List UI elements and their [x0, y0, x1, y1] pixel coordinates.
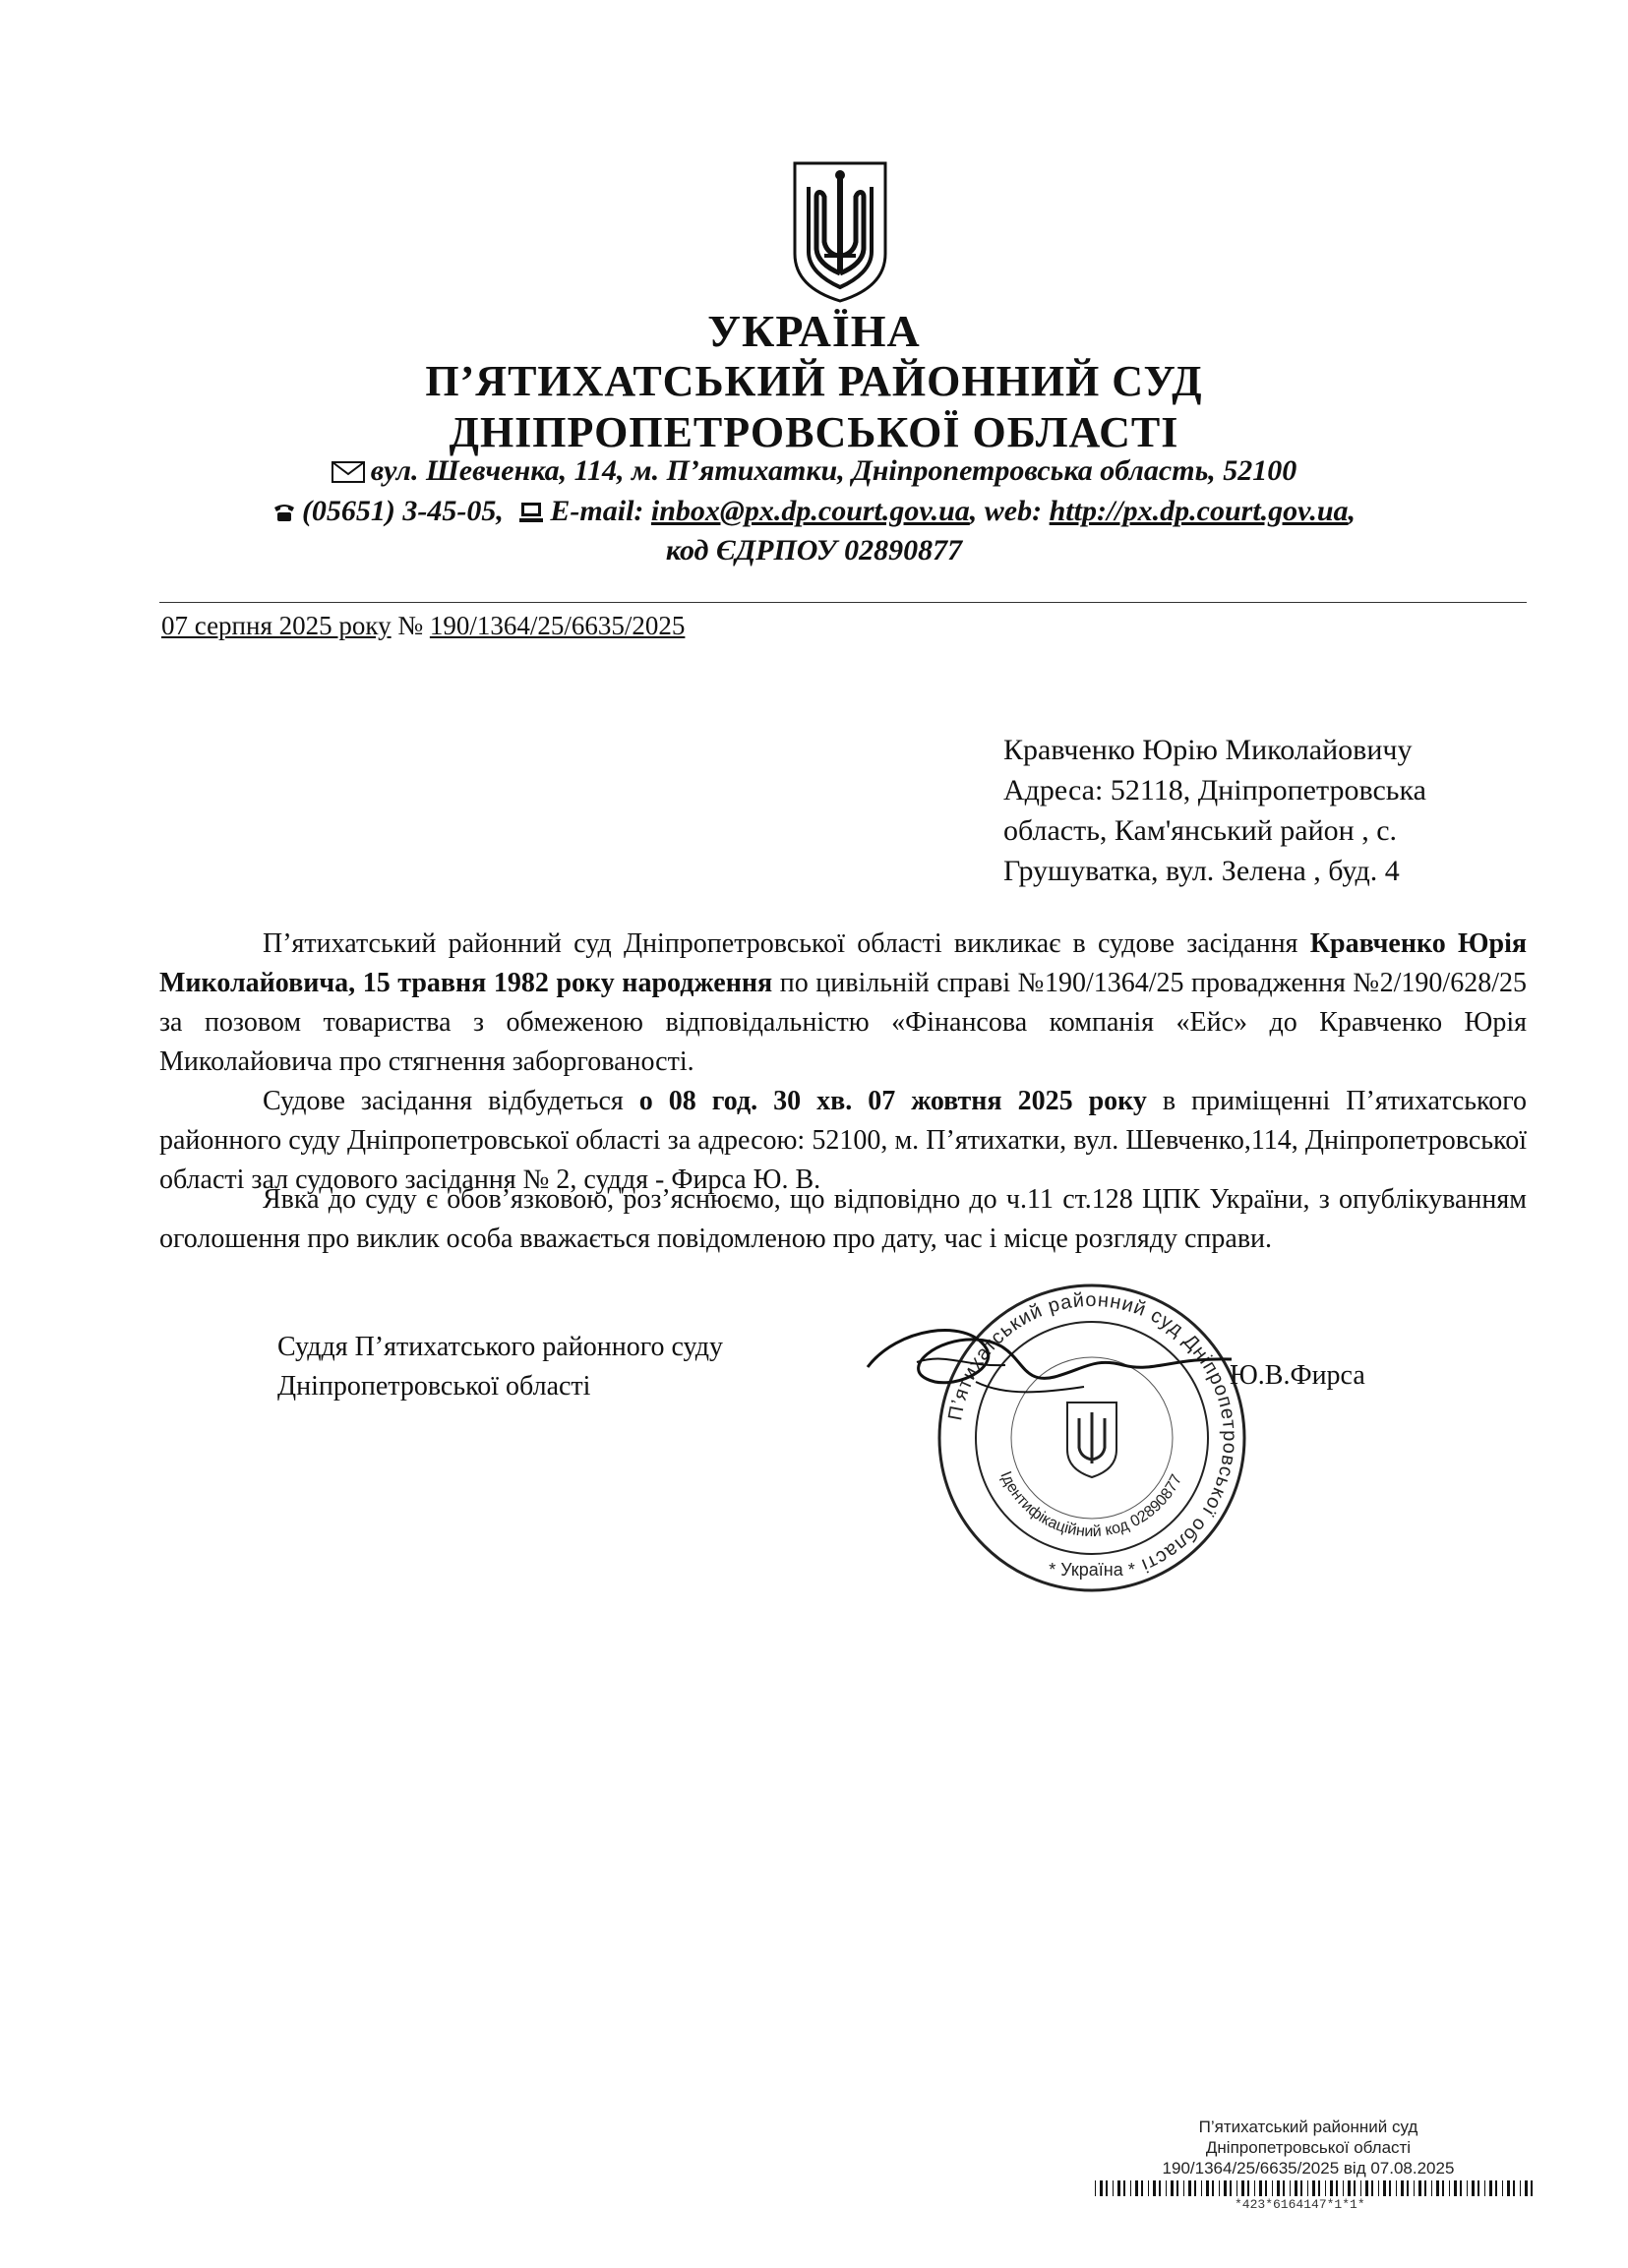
header-court-name: П’ЯТИХАТСЬКИЙ РАЙОННИЙ СУД	[425, 357, 1203, 405]
barcode-bar	[1360, 2180, 1361, 2196]
barcode-bar	[1159, 2180, 1161, 2196]
barcode-bar	[1106, 2180, 1108, 2196]
barcode-bar	[1130, 2180, 1131, 2196]
barcode-bar	[1343, 2180, 1344, 2196]
barcode-bar	[1307, 2180, 1308, 2196]
barcode-bar	[1265, 2180, 1267, 2196]
registry-stamp-line: Дніпропетровської області	[1205, 2138, 1412, 2157]
barcode-bar	[1254, 2180, 1255, 2196]
barcode-bar	[1513, 2180, 1515, 2196]
barcode-bar	[1283, 2180, 1285, 2196]
barcode-bar	[1354, 2180, 1356, 2196]
signature-title-line: Суддя П’ятихатського районного суду	[277, 1332, 724, 1362]
barcode-bar	[1454, 2180, 1457, 2196]
barcode-bar	[1148, 2180, 1149, 2196]
barcode-bar	[1414, 2180, 1415, 2196]
barcode-bar	[1188, 2180, 1191, 2196]
barcode-bar	[1436, 2180, 1439, 2196]
phone-icon	[272, 502, 296, 523]
barcode-text: *423*6164147*1*1*	[1235, 2197, 1365, 2212]
barcode-bar	[1507, 2180, 1510, 2196]
barcode-bar	[1212, 2180, 1214, 2196]
barcode-bar	[1201, 2180, 1202, 2196]
barcode-bar	[1153, 2180, 1156, 2196]
signature-title	[277, 1328, 723, 1406]
barcode-bar	[1176, 2180, 1178, 2196]
barcode-bar	[1272, 2180, 1273, 2196]
barcode-bar	[1117, 2180, 1120, 2196]
paragraph-attendance: Явка до суду є обов’язковою, роз’яснюємо, що відповідно до ч.11 ст.128 ЦПК України, з опублікуванням оголошення про виклик особа вважається повідомленою про дату, час і місце розгляду справи.	[159, 1184, 1527, 1254]
barcode-bar	[1348, 2180, 1351, 2196]
recipient-line: Адреса: 52118, Дніпропетровська	[1003, 774, 1426, 806]
barcode-bar	[1183, 2180, 1184, 2196]
barcode-bar	[1135, 2180, 1138, 2196]
barcode-bar	[1290, 2180, 1291, 2196]
web-label: , web:	[969, 495, 1043, 527]
header-divider	[159, 602, 1527, 603]
barcode-bar	[1371, 2180, 1373, 2196]
barcode-bar	[1520, 2180, 1521, 2196]
computer-icon	[518, 502, 544, 523]
envelope-icon	[332, 461, 365, 483]
seal-inner-text: Ідентифікаційний код 02890877	[996, 1468, 1186, 1541]
outgoing-number: 190/1364/25/6635/2025	[429, 611, 686, 640]
email-label: E-mail:	[550, 495, 644, 527]
barcode-bar	[1259, 2180, 1262, 2196]
barcode-bar	[1236, 2180, 1237, 2196]
barcode-bar	[1525, 2180, 1528, 2196]
barcode-bar	[1389, 2180, 1391, 2196]
barcode-bar	[1502, 2180, 1503, 2196]
barcode-bar	[1300, 2180, 1302, 2196]
barcode-bar	[1495, 2180, 1497, 2196]
barcode-bar	[1095, 2180, 1096, 2196]
barcode-bar	[1141, 2180, 1143, 2196]
seal-bottom-text: * Україна *	[1049, 1560, 1135, 1580]
barcode-bar	[1401, 2180, 1404, 2196]
email-link[interactable]: inbox@px.dp.court.gov.ua	[650, 495, 970, 527]
registry-stamp	[1092, 2117, 1525, 2178]
web-tail: ,	[1348, 495, 1357, 527]
recipient-block	[1003, 730, 1426, 891]
barcode	[1095, 2180, 1538, 2196]
barcode-bar	[1277, 2180, 1280, 2196]
barcode-bar	[1312, 2180, 1315, 2196]
barcode-bar	[1247, 2180, 1249, 2196]
outgoing-date: 07 серпня 2025 року	[161, 611, 392, 640]
seal-outer-text: П’ятихатський районний суд Дніпропетровської області	[944, 1288, 1241, 1577]
barcode-bar	[1295, 2180, 1297, 2196]
hearing-intro: Судове засідання відбудеться	[263, 1086, 639, 1116]
barcode-bar	[1365, 2180, 1368, 2196]
barcode-bar	[1407, 2180, 1409, 2196]
phone-number: (05651) 3-45-05,	[301, 495, 504, 527]
header-contacts	[0, 495, 1628, 528]
recipient-line: Кравченко Юрію Миколайовичу	[1003, 734, 1413, 766]
registry-stamp-line: 190/1364/25/6635/2025 від 07.08.2025	[1162, 2159, 1455, 2178]
barcode-bar	[1123, 2180, 1125, 2196]
judge-name: Ю.В.Фирса	[1230, 1360, 1365, 1391]
outgoing-number-line	[161, 611, 685, 641]
barcode-bar	[1378, 2180, 1379, 2196]
barcode-bar	[1171, 2180, 1174, 2196]
barcode-bar	[1531, 2180, 1533, 2196]
header-court-region: ДНІПРОПЕТРОВСЬКОЇ ОБЛАСТІ	[449, 408, 1179, 456]
signature-title-line: Дніпропетровської області	[277, 1371, 591, 1402]
defendant-name: Кравченко Юрія Миколайовича, 15 травня 1982 року народження	[159, 928, 1528, 998]
hearing-datetime: о 08 год. 30 хв. 07 жовтня 2025 року	[638, 1086, 1147, 1116]
web-link[interactable]: http://px.dp.court.gov.ua	[1049, 495, 1349, 527]
barcode-bar	[1467, 2180, 1468, 2196]
barcode-bar	[1219, 2180, 1220, 2196]
barcode-bar	[1442, 2180, 1444, 2196]
header-address	[0, 454, 1628, 488]
paragraph-summons	[159, 925, 1527, 1082]
number-sign: №	[397, 611, 424, 640]
header-edrpou: код ЄДРПОУ 02890877	[665, 534, 963, 567]
address-text: вул. Шевченка, 114, м. П’ятихатки, Дніпропетровська область, 52100	[370, 454, 1297, 487]
registry-stamp-line: П’ятихатський районний суд	[1198, 2118, 1418, 2136]
barcode-bar	[1431, 2180, 1432, 2196]
barcode-bar	[1100, 2180, 1103, 2196]
barcode-bar	[1484, 2180, 1485, 2196]
barcode-bar	[1396, 2180, 1397, 2196]
barcode-bar	[1383, 2180, 1386, 2196]
barcode-bar	[1418, 2180, 1421, 2196]
header-country: УКРАЇНА	[707, 306, 921, 356]
recipient-line: Грушуватка, вул. Зелена , буд. 4	[1003, 855, 1400, 887]
barcode-bar	[1489, 2180, 1492, 2196]
summons-text: П’ятихатський районний суд Дніпропетровської області викликає в судове засідання	[263, 928, 1310, 959]
barcode-bar	[1330, 2180, 1333, 2196]
barcode-bar	[1424, 2180, 1426, 2196]
barcode-bar	[1241, 2180, 1244, 2196]
barcode-bar	[1336, 2180, 1338, 2196]
barcode-bar	[1318, 2180, 1320, 2196]
barcode-bar	[1113, 2180, 1114, 2196]
case-details: по цивільній справі №190/1364/25 провадження №2/190/628/25 за позовом товариства з обмеженою відповідальністю «Фінансова компанія «Ейс» до Кравченко Юрія Миколайовича про стягнення заборгованості.	[159, 968, 1527, 1077]
coat-of-arms-icon	[787, 157, 893, 305]
barcode-bar	[1460, 2180, 1462, 2196]
recipient-line: область, Кам'янський район , с.	[1003, 814, 1398, 847]
barcode-bar	[1230, 2180, 1232, 2196]
barcode-bar	[1194, 2180, 1196, 2196]
judge-signature	[858, 1308, 1241, 1416]
svg-text:Ідентифікаційний код 02890877	[996, 1469, 1185, 1540]
barcode-bar	[1166, 2180, 1167, 2196]
barcode-bar	[1449, 2180, 1450, 2196]
barcode-bar	[1477, 2180, 1479, 2196]
barcode-bar	[1206, 2180, 1209, 2196]
barcode-bar	[1472, 2180, 1475, 2196]
barcode-bar	[1325, 2180, 1326, 2196]
barcode-bar	[1224, 2180, 1227, 2196]
hearing-location: в приміщенні П’ятихатського районного суду Дніпропетровської області за адресою: 52100, м. П’ятихатки, вул. Шевченко,114, Дніпропетровської області зал судового засідання № 2, суддя - Фирса Ю. В.	[159, 1086, 1527, 1195]
